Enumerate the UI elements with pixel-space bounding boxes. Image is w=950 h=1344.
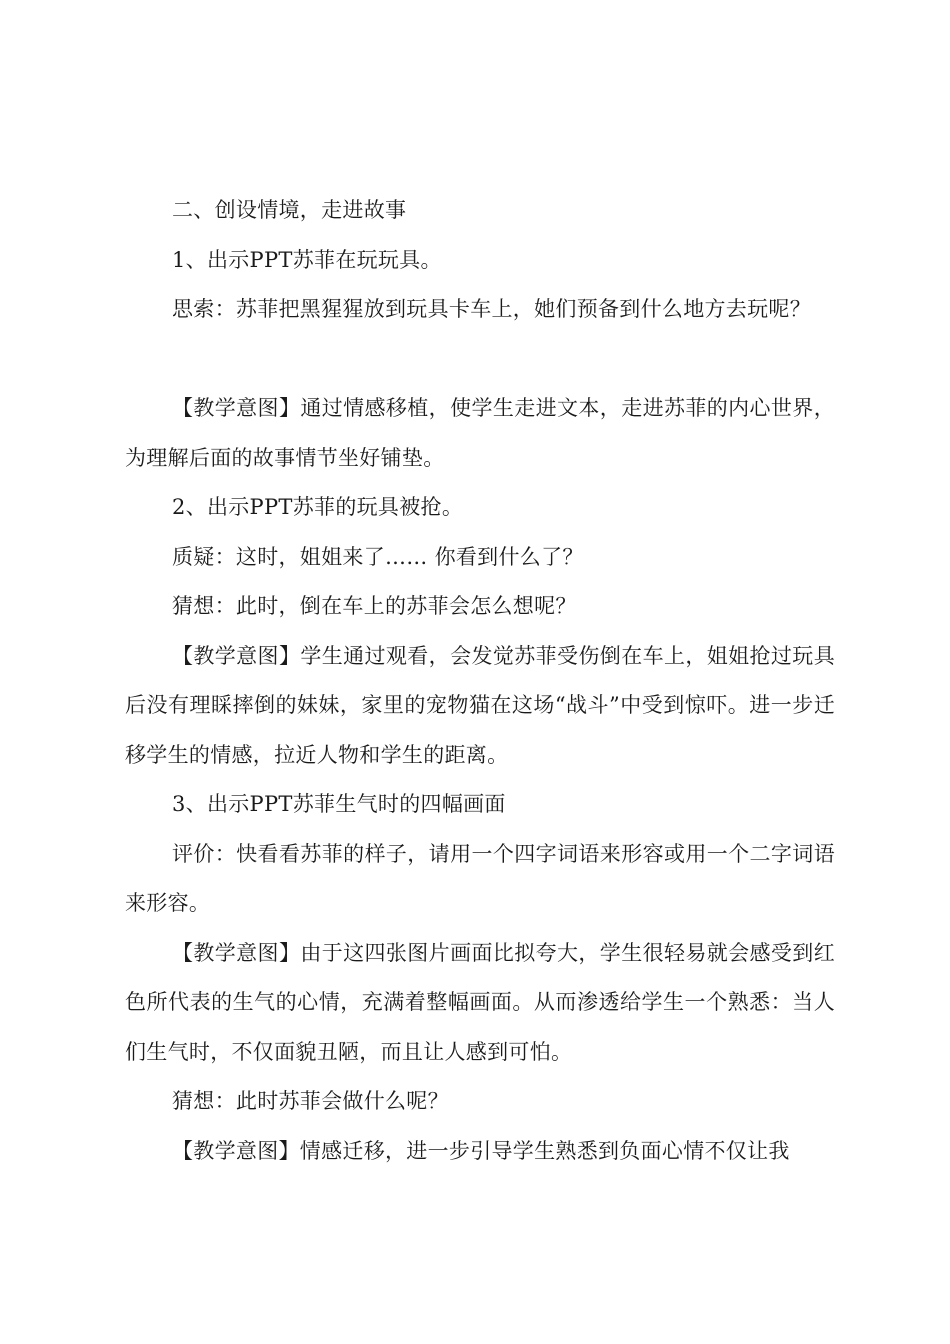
teaching-intent-2: 【教学意图】学生通过观看，会发觉苏菲受伤倒在车上，姐姐抢过玩具后没有理睬摔倒的妹妹，家里的宠物猫在这场“战斗”中受到惊吓。进一步迁移学生的情感，拉近人物和学生的距离。	[125, 643, 835, 767]
question-guess-1: 猜想：此时，倒在车上的苏菲会怎么想呢？	[172, 594, 577, 618]
teaching-intent-1: 【教学意图】通过情感移植，使学生走进文本，走进苏菲的内心世界，为理解后面的故事情节坐好铺垫。	[125, 396, 835, 470]
question-guess-2: 猜想：此时苏菲会做什么呢？	[172, 1089, 449, 1113]
blank-line	[125, 335, 835, 385]
teaching-intent-3: 【教学意图】由于这四张图片画面比拟夸大，学生很轻易就会感受到红色所代表的生气的心情，充满着整幅画面。从而渗透给学生一个熟悉：当人们生气时，不仅面貌丑陋，而且让人感到可怕。	[125, 940, 835, 1064]
teaching-intent-4: 【教学意图】情感迁移，进一步引导学生熟悉到负面心情不仅让我	[172, 1138, 790, 1163]
step-1: 1、出示PPT苏菲在玩玩具。	[172, 247, 442, 272]
question-think: 思索：苏菲把黑猩猩放到玩具卡车上，她们预备到什么地方去玩呢？	[172, 297, 811, 321]
question-doubt: 质疑：这时，姐姐来了…… 你看到什么了？	[172, 544, 584, 569]
document-body	[125, 186, 835, 1176]
step-3: 3、出示PPT苏菲生气时的四幅画面	[172, 792, 506, 816]
step-2: 2、出示PPT苏菲的玩具被抢。	[172, 495, 464, 519]
question-evaluate: 评价：快看看苏菲的样子，请用一个四字词语来形容或用一个二字词语来形容。	[125, 841, 835, 915]
section-heading: 二、创设情境，走进故事	[172, 198, 407, 222]
